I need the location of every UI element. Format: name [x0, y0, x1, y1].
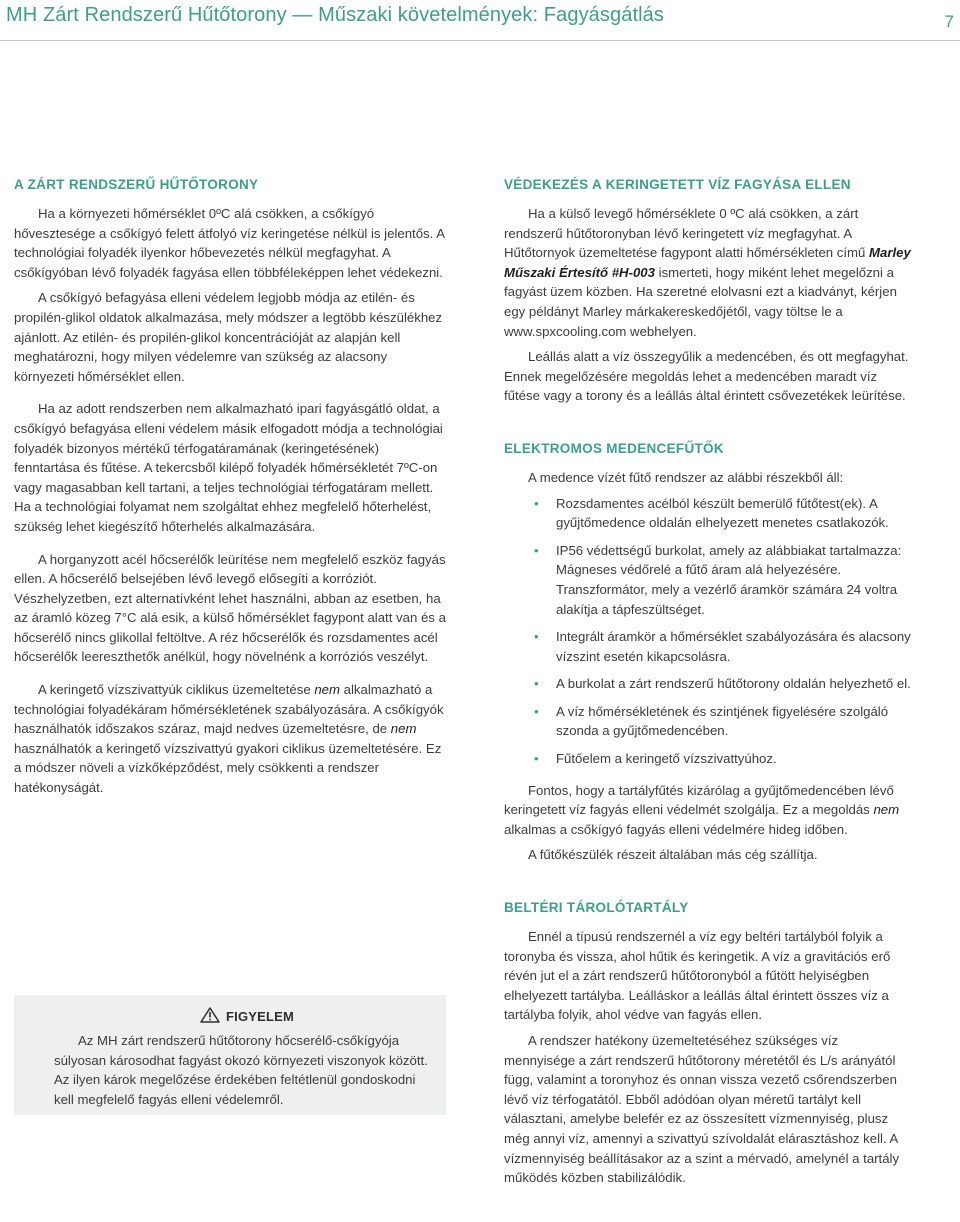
bullet-icon: •	[534, 751, 539, 767]
paragraph-flow-and-heating: Ha az adott rendszerben nem alkalmazható ipari fagyásgátló oldat, a csőkígyó befagyása elleni védelem másik elfogadott módja a technológiai folyadék bizonyos mértékű térfogatáramának (keringetésének) fenntartása és fűtése. A tekercsből kilépő folyadék hőmérsékletét 7ºC-on vagy magasabban kell tartani, a teljes technológiai térfogatáram mellett. Ha a technológiai folyamat nem szolgáltat ehhez megfelelő hőterhelést, szükség lehet kiegészítő hőterhelés alkalmazására.	[14, 401, 443, 534]
paragraph-shutdown-basin: Leállás alatt a víz összegyűlik a medencében, és ott megfagyhat. Ennek megelőzésére megoldás lehet a medencében maradt víz fűtése vagy a torony és a leállás által érintett csővezetékek leürítése.	[504, 349, 909, 404]
text-span: alkalmazható a technológiai folyadékáram hőmérsékletének szabályozására. A csőkígyók használhatók időszakos száraz, majd nedves üzemeltetésre, de	[14, 682, 444, 737]
paragraph-supplier: A fűtőkészülék részeit általában más cég szállítja.	[528, 847, 818, 863]
paragraph-outside-temp	[504, 204, 912, 341]
list-item	[504, 627, 912, 666]
list-item-text: A burkolat a zárt rendszerű hűtőtorony oldalán helyezhető el.	[556, 676, 911, 692]
text-span: A keringető vízszivattyúk ciklikus üzemeltetése	[38, 682, 315, 698]
warning-text: Az MH zárt rendszerű hűtőtorony hőcserélő-csőkígyója súlyosan károsodhat fagyást okozó környezeti viszonyok között. Az ilyen károk megelőzése érdekében feltétlenül gondoskodni kell megfelelő fagyás elleni védelemről.	[54, 1033, 428, 1107]
list-item-text: Rozsdamentes acélból készült bemerülő fűtőtest(ek). A gyűjtőmedence oldalán elhelyezett menetes csatlakozók.	[556, 495, 889, 531]
heading-indoor-storage-tank: BELTÉRI TÁROLÓTARTÁLY	[504, 900, 689, 916]
text-span: használhatók a keringető vízszivattyú gyakori ciklikus üzemeltetésére. Ez a módszer növeli a vízkőképződést, mely csökkenti a rendszer hatékonyságát.	[14, 740, 442, 796]
warning-box	[14, 995, 446, 1115]
list-item	[504, 674, 912, 694]
text-span: Ha a külső levegő hőmérséklete 0 ºC alá csökken, a zárt rendszerű hűtőtoronyban lévő keringetett víz megfagyhat. A Hűtőtornyok üzemeltetése fagypont alatti hőmérsékleten című	[504, 206, 870, 261]
heading-circulating-water-freeze: VÉDEKEZÉS A KERINGETETT VÍZ FAGYÁSA ELLEN	[504, 177, 851, 192]
bullet-icon: •	[534, 676, 539, 692]
list-item	[504, 702, 912, 741]
list-item	[504, 749, 912, 769]
heading-electric-basin-heaters: ELEKTROMOS MEDENCEFŰTŐK	[504, 440, 724, 456]
list-item-text: A víz hőmérsékletének és szintjének figyelésére szolgáló szonda a gyűjtőmedencében.	[556, 703, 889, 739]
left-column	[14, 176, 446, 811]
list-item	[504, 494, 912, 533]
emphasis-nem: nem	[390, 721, 417, 737]
right-column	[504, 176, 912, 1201]
paragraph-glycol-protection: A csőkígyó befagyása elleni védelem legjobb módja az etilén- és propilén-glikol oldatok alkalmazása, mely módszer a legtöbb készülékhez ajánlott. Az etilén- és propilén-glikol koncentrációját az alapján kell meghatározni, hogy milyen védelemre van szükség az alacsony környezeti hőmérséklet ellen.	[14, 290, 443, 384]
emphasis-nem: nem	[314, 682, 340, 698]
bullet-icon: •	[534, 703, 539, 719]
list-item	[504, 541, 912, 619]
emphasis-nem: nem	[873, 802, 900, 818]
paragraph-coil-draining: A horganyzott acél hőcserélők leürítése nem megfelelő eszköz fagyás ellen. A hőcserélő belsejében lévő levegő elősegíti a korróziót. Vészhelyzetben, ezt alternatívként lehet használni, abban az esetben, ha az áramló közeg 7°C alá esik, a külső hőmérséklet fagypont alatt van és a hőcserélő nincs glikollal feltöltve. A réz hőcserélők és rozsdamentes acél hőcserélők leereszthetők anélkül, hogy növelnénk a korróziós veszélyt.	[14, 551, 446, 665]
header-title: MH Zárt Rendszerű Hűtőtorony — Műszaki követelmények: Fagyásgátlás	[6, 4, 664, 26]
reference-bulletin: Marley Műszaki Értesítő #H-003	[504, 245, 911, 280]
paragraph-tank-flow: Ennél a típusú rendszernél a víz egy beltéri tartályból folyik a toronyba és vissza, ahol hűtik és keringetik. A víz a gravitációs erő révén jut el a zárt rendszerű hűtőtoronyból a fűtött helyiségben elhelyezett tartályba. Leálláskor a leállás által érintett összes víz a tartályba folyik, ahol védve van fagyás ellen.	[504, 929, 891, 1023]
paragraph-tank-heating-note	[504, 781, 912, 840]
paragraph-coil-heat-loss: Ha a környezeti hőmérséklet 0ºC alá csökken, a csőkígyó hővesztesége a csőkígyó felett átfolyó víz keringetése nélkül is jelentős. A technológiai folyadék ilyenkor hőbevezetés nélkül megfagyhat. A csőkígyóban lévő folyadék fagyása ellen többféleképpen lehet védekezni.	[14, 206, 445, 280]
text-span: ismerteti, hogy miként lehet megelőzni a fagyást üzem közben. Ha szeretné elolvasni ezt a kiadványt, kérjen egy példányt Marley márkakereskedőjétől, vagy töltse le a www.spxcooling.com webhelyen.	[504, 264, 897, 339]
page-number: 7	[944, 12, 954, 31]
warning-header	[200, 1007, 294, 1027]
paragraph-heater-components: A medence vízét fűtő rendszer az alábbi részekből áll:	[528, 469, 844, 485]
heater-components-list	[504, 494, 912, 769]
list-item-text: Fűtőelem a keringető vízszivattyúhoz.	[556, 751, 777, 767]
paragraph-pump-cycling	[14, 680, 446, 798]
heading-closed-circuit-tower: A ZÁRT RENDSZERŰ HŰTŐTORONY	[14, 177, 259, 192]
warning-title: FIGYELEM	[226, 1009, 295, 1024]
warning-triangle-icon	[200, 1007, 220, 1023]
text-span: Fontos, hogy a tartályfűtés kizárólag a gyűjtőmedencében lévő keringetett víz fagyás elleni védelmét szolgálja. Ez a megoldás	[504, 782, 894, 818]
list-item-text: Integrált áramkör a hőmérséklet szabályozására és alacsony vízszint esetén kikapcsolásra.	[556, 629, 911, 664]
text-span: alkalmas a csőkígyó fagyás elleni védelmére hideg időben.	[504, 821, 848, 837]
bullet-icon: •	[534, 542, 539, 558]
list-item-text: IP56 védettségű burkolat, amely az alábbiakat tartalmazza: Mágneses védőrelé a fűtő áram alá helyezésére. Transzformátor, mely a vezérlő áramkör számára 24 voltra alakítja a tápfeszültséget.	[556, 542, 902, 617]
paragraph-tank-sizing: A rendszer hatékony üzemeltetéséhez szükséges víz mennyisége a zárt rendszerű hűtőtorony méretétől és L/s arányától függ, valamint a toronyhoz és onnan vissza vezető csőrendszerben lévő víz térfogatától. Ebből adódóan olyan méretű tartályt kell választani, amelybe belefér ez az összesített vízmennyiség, plusz még annyi víz, amennyi a szivattyú szívoldalát elárasztáshoz kell. A vízmennyiség beállításakor az a szint a mérvadó, amelynél a tartály működés közben stabilizálódik.	[504, 1033, 900, 1186]
page-header	[0, 0, 960, 41]
bullet-icon: •	[534, 629, 539, 645]
bullet-icon: •	[534, 495, 539, 511]
